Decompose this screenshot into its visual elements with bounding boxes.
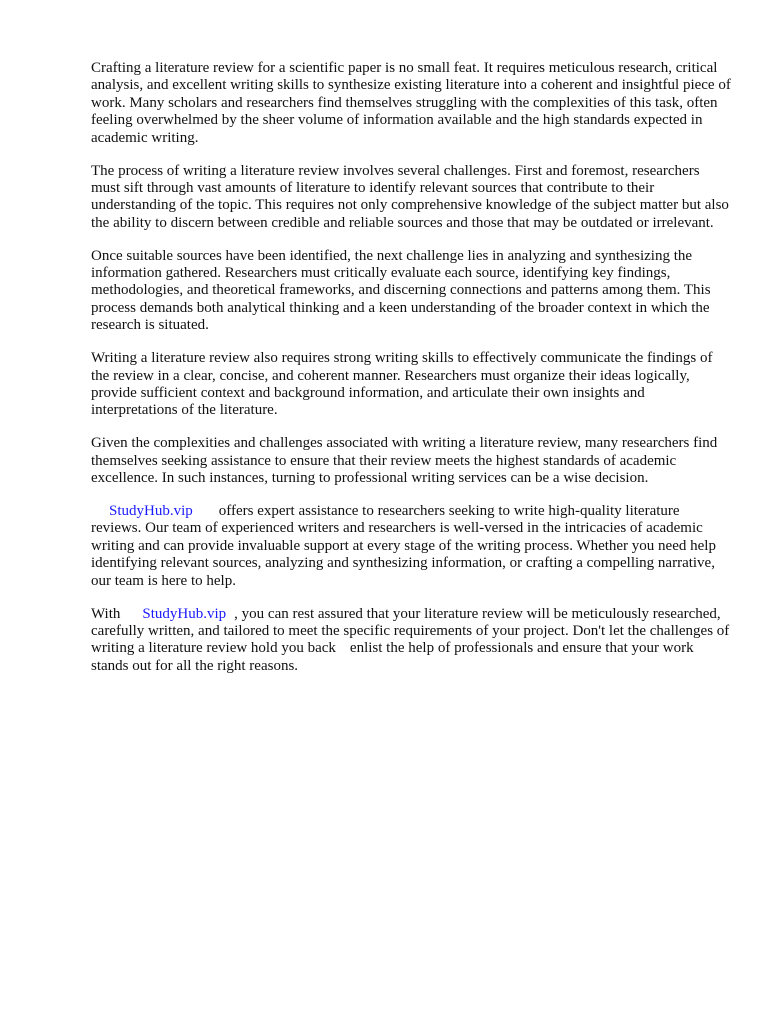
- paragraph-7-text-a: , you can rest assured that your literature review will be meticulously researched, carefully written, and tailored to meet the specific requirements of your project. Don't let the challenges of writing a literature review hold you back: [91, 605, 730, 657]
- document-page: [91, 60, 731, 691]
- paragraph-7-text-b: enlist the help of professionals and ensure that your work stands out for all the right reasons.: [91, 640, 694, 674]
- paragraph-4: Writing a literature review also requires strong writing skills to effectively communicate the findings of the review in a clear, concise, and coherent manner. Researchers must organize their ideas logically, provide sufficient context and background information, and articulate their own insights and interpretations of the literature.: [91, 350, 713, 419]
- paragraph-2: The process of writing a literature review involves several challenges. First and foremost, researchers must sift through vast amounts of literature to identify relevant sources that contribute to their understanding of the topic. This requires not only comprehensive knowledge of the subject matter but also the ability to discern between credible and reliable sources and those that may be outdated or irrelevant.: [91, 162, 729, 231]
- studyhub-link[interactable]: StudyHub.vip: [109, 503, 193, 520]
- paragraph-7-lead: With: [91, 605, 121, 622]
- paragraph-3: Once suitable sources have been identified, the next challenge lies in analyzing and synthesizing the information gathered. Researchers must critically evaluate each source, identifying key findings, methodologies, and theoretical frameworks, and discerning connections and patterns among them. This process demands both analytical thinking and a keen understanding of the broader context in which the research is situated.: [91, 247, 711, 334]
- paragraph-5: Given the complexities and challenges associated with writing a literature review, many researchers find themselves seeking assistance to ensure that their review meets the highest standards of academic excellence. In such instances, turning to professional writing services can be a wise decision.: [91, 435, 718, 487]
- paragraph-6-text: offers expert assistance to researchers seeking to write high-quality literature reviews. Our team of experienced writers and researchers is well-versed in the intricacies of academic writing and can provide invaluable support at every stage of the writing process. Whether you need help identifying relevant sources, analyzing and synthesizing information, or crafting a compelling narrative, our team is here to help.: [91, 503, 716, 589]
- paragraph-6: [91, 503, 731, 590]
- paragraph-7: [91, 606, 731, 676]
- paragraph-1: Crafting a literature review for a scientific paper is no small feat. It requires meticulous research, critical analysis, and excellent writing skills to synthesize existing literature into a coherent and insightful piece of work. Many scholars and researchers find themselves struggling with the complexities of this task, often feeling overwhelmed by the sheer volume of information available and the high standards expected in academic writing.: [91, 60, 731, 146]
- studyhub-link-2[interactable]: StudyHub.vip: [142, 605, 227, 622]
